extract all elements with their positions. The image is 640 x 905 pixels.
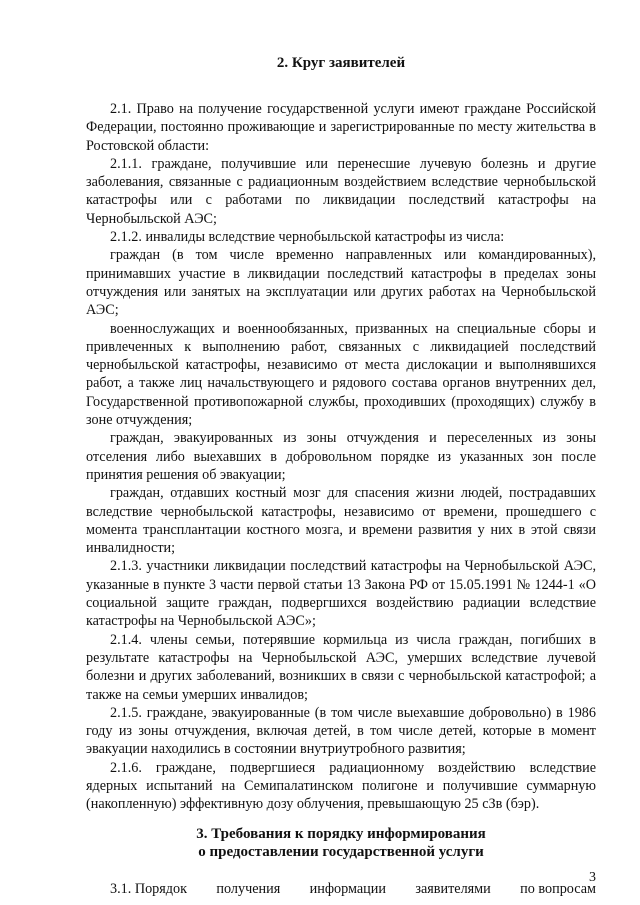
paragraph-2-1-3: 2.1.3. участники ликвидации последствий катастрофы на Чернобыльской АЭС, указанные в пункте 3 части первой статьи 13 Закона РФ от 15.05.1991 № 1244-1 «О социальной защите граждан, подвергшихся воздействию радиации вследствие катастрофы на Чернобыльской АЭС»;: [86, 558, 596, 630]
paragraph-2-1-5: 2.1.5. граждане, эвакуированные (в том числе выехавшие добровольно) в 1986 году из зоны отчуждения, включая детей, в том числе детей, которые в момент эвакуации находились в состоянии внутриутробного развития;: [86, 704, 596, 758]
section-3-heading-line-1: 3. Требования к порядку информирования: [196, 825, 486, 842]
paragraph-2-1-2: 2.1.2. инвалиды вследствие чернобыльской катастрофы из числа:: [110, 229, 505, 246]
paragraph-2-1-1: 2.1.1. граждане, получившие или перенесшие лучевую болезнь и другие заболевания, связанные с радиационным воздействием вследствие чернобыльской катастрофы или с работами по ликвидации последствий катастрофы на Чернобыльской АЭС;: [86, 155, 596, 227]
page-content: [86, 54, 596, 898]
paragraph-3-1-first-line: [86, 880, 596, 898]
section-3-heading-line-2: о предоставлении государственной услуги: [198, 843, 484, 860]
paragraph-2-1-2-item-1: граждан (в том числе временно направленных или командированных), принимавших участие в ликвидации последствий катастрофы в пределах зоны отчуждения или занятых на эксплуатации или других работах на Чернобыльской АЭС;: [86, 247, 596, 319]
paragraph-2-1-2-item-2: военнослужащих и военнообязанных, призванных на специальные сборы и привлеченных к выполнению работ, связанных с ликвидацией последствий чернобыльской катастрофы, независимо от места дислокации и выполнявшихся работ, а также лиц начальствующего и рядового состава органов внутренних дел, Государственной противопожарной службы, проходивших (проходящих) службу в зоне отчуждения;: [86, 320, 596, 429]
paragraph-2-1-2-item-4: граждан, отдавших костный мозг для спасения жизни людей, пострадавших вследствие чернобыльской катастрофы, независимо от времени, прошедшего с момента трансплантации костного мозга, и времени развития у них в этой связи инвалидности;: [86, 485, 596, 557]
page-number: 3: [589, 870, 596, 885]
section-3-heading: [86, 825, 596, 861]
word-5: по вопросам: [520, 880, 596, 897]
section-2-body: [86, 100, 596, 814]
paragraph-2-1-4: 2.1.4. члены семьи, потерявшие кормильца из числа граждан, погибших в результате катастрофы на Чернобыльской АЭС, умерших вследствие лучевой болезни и других заболеваний, возникших в связи с чернобыльской катастрофой; а также на семьи умерших инвалидов;: [86, 631, 596, 703]
paragraph-2-1: 2.1. Право на получение государственной услуги имеют граждане Российской Федерации, постоянно проживающие и зарегистрированные по месту жительства в Ростовской области:: [86, 101, 596, 154]
paragraph-2-1-2-item-3: граждан, эвакуированных из зоны отчуждения и переселенных из зоны отселения либо выехавших в добровольном порядке из указанных зон после принятия решения об эвакуации;: [86, 430, 596, 483]
section-2-heading: 2. Круг заявителей: [276, 55, 406, 71]
word-1: 3.1. Порядок: [110, 880, 187, 897]
word-4: заявителями: [415, 880, 491, 897]
word-2: получения: [216, 880, 281, 897]
word-3: информации: [309, 880, 386, 897]
paragraph-2-1-6: 2.1.6. граждане, подвергшиеся радиационному воздействию вследствие ядерных испытаний на Семипалатинском полигоне и получившие суммарную (накопленную) эффективную дозу облучения, превышающую 25 сЗв (бэр).: [86, 759, 596, 813]
